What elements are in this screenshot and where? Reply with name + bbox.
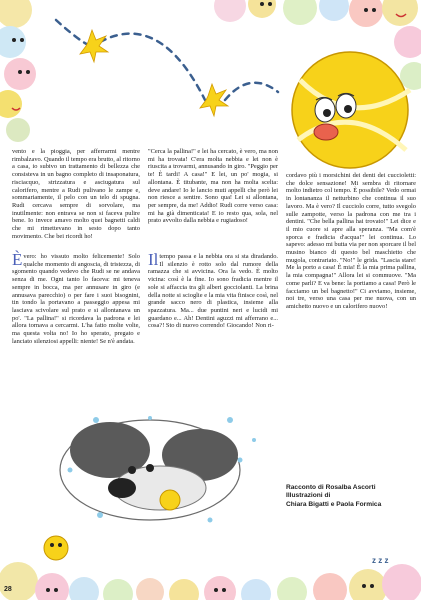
ball-trajectory-illustration — [56, 20, 278, 100]
column-middle-top — [148, 148, 278, 225]
column-middle-bottom — [148, 250, 278, 330]
drop-cap: È — [12, 250, 23, 269]
paragraph-left-bottom: Èvero: ho vissuto molto felicemente! Solo qualche momento di angoscia, di tristezza, di sgomento quando vedevo che Rudi se ne andava senza di me. Ogni tanto lo faceva: mi teneva sempre in bocca, ma per annusare in giro (e annusava parecchio) o per fare i suoi bisognini, tin tondo la portavano a passeggio appesa mi lasciava scivolare sul prato e si allontanava un po'. "La pallina!" si ricordava la padrona e lei allora tornava a cercarmi. L'ha fatto molte volte, ma questa volta no! Io ho sperato, pregato e lanciato silenziosi appelli: niente! Se n'è andata. — [12, 250, 140, 345]
bottom-balls-illustration — [0, 562, 421, 600]
column-right — [286, 172, 416, 311]
credits-illustrations-label: Illustrazioni di — [286, 492, 331, 500]
paragraph-left-top: vento e la pioggia, per afferrarmi mentre rimbalzavo. Quando il tempo era brutto, al ritorno a casa, io subivo un trattamento di bellezza che consisteva in un bagno completo di insaponatura, risciacquo, strizzatura e asciugatura sul calorifero, mentre a Rudi pulivano le zampe e, sommariamente, il pelo con un telo di spugna. Rudi cercava sempre di sorvolare, ma inutilmente: non entrava se non si faceva pulire bene. Io invece amavo molto quei bagnetti caldi che mi rimettevano in sesto dopo tanto movimento. Che bei ricordi ho! — [12, 148, 140, 240]
yellow-ball-character-illustration — [292, 52, 410, 168]
page-number: 28 — [4, 586, 12, 593]
column-left-bottom — [12, 250, 140, 345]
credits-illustrators: Chiara Bigatti e Paola Formica — [286, 500, 382, 508]
drop-cap: Il — [148, 250, 159, 269]
ball-shadow-illustration — [44, 536, 68, 560]
column-left-top — [12, 148, 140, 240]
paragraph-right: cordavo più i morsichini dei denti dei cuccioletti: che dolce sensazione! Mi sembra di ritornare molto indietro col tempo. È possibile? Vedo ormai in lontananza il netturbino che continua il suo lavoro. Ma è vero? Il cucciolo corre, tutto svegolo sulle zampotte, verso la padrona con me tra i dentini. "Che bella pallina hai trovato!" Lei dice e il mio cuore si apre alla speranza. "Ma com'è sporca e fradicia d'acqua!" lei continua. Lo sapevo: adesso mi butta via per non sporcare il bel musino bianco di questo bel maschietto che mugola, contrariato. "No!" le grida. "Lascia stare! Me la porto a casa! È mia! È la mia prima pallina, la mia compagna!" Allora lei si commuove. "Ma come parli? E va bene: la portiamo a casa! Però le facciamo un bel bagnetto!" Ci avviamo, insieme, noi tre, verso una casa per me nuova, con un amichetto nuovo e un calorifero nuovo! — [286, 172, 416, 310]
credits — [286, 484, 416, 509]
sleep-zzz-text: z z z — [372, 556, 389, 565]
bounce-splash-illustration — [80, 30, 228, 116]
puppy-illustration — [60, 416, 256, 523]
paragraph-middle-top: "Cerca la pallina!" e lei ha cercato, è vero, ma non mi ha trovata! C'era molta nebbia e lei non è riuscita a trovarmi, annusando in giro. "Peggio per te! È tardi! A casa!" E lei, un po' mogia, si allontana. È titubante, ma non ha molta scelta: deve andare! Io le lancio muti appelli che però lei non riesce a sentire. Sono qua! Lei si allontana, per sempre, da me! Addio! Rudi corre verso casa: mi ha già dimenticata! E io resto qua, sola, nel prato avvolto dalla nebbia e rugiadoso! — [148, 148, 278, 225]
credits-author: Racconto di Rosalba Ascorti — [286, 484, 376, 491]
paragraph-middle-bottom: Il tempo passa e la nebbia ora si sta diradando. Il silenzio è rotto solo dal rumore della ramazza che si avvicina. Ora la vedo. È molto vicina: così è la fine. Io sono fradicia mentre il sole si affaccia tra gli alberi gocciolanti. La brina della notte si scioglie e la mia vita finisce così, nel grande sacco nero di plastica, insieme alla spazzatura. Ma... due puntini neri e lucidi mi guardano e... Ah! Dentini aguzzi mi afferrano e... cosa?! Sto di nuovo correndo! Giocando! Non ri- — [148, 250, 278, 330]
top-left-balls-illustration — [0, 0, 36, 142]
